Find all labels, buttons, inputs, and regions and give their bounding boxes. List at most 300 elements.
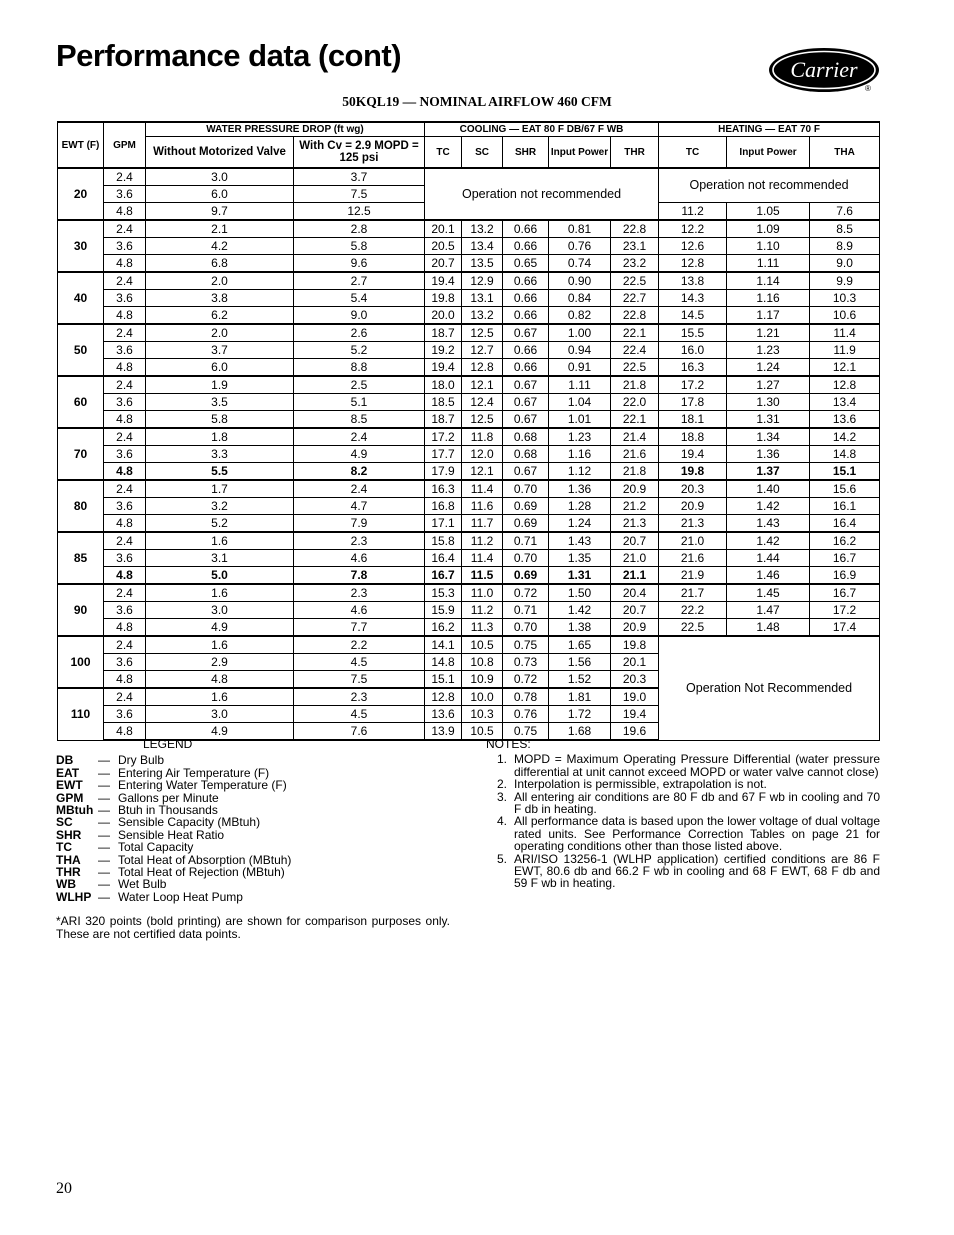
- note-item: [486, 778, 880, 790]
- cool-shr-cell: 0.66: [503, 359, 549, 377]
- footnote: *ARI 320 points (bold printing) are shown for comparison purposes only. These are not certified data points.: [56, 914, 450, 941]
- wpd-with-cv-cell: 2.8: [294, 220, 425, 238]
- legend-desc: Entering Water Temperature (F): [118, 778, 287, 793]
- cool-tc-cell: 20.0: [425, 307, 462, 325]
- cool-tc-cell: 19.4: [425, 359, 462, 377]
- heat-input-power-cell: 1.46: [727, 567, 810, 585]
- cool-thr-cell: 20.4: [611, 584, 659, 602]
- ewt-cell: 40: [58, 272, 104, 324]
- wpd-with-cv-cell: 4.6: [294, 602, 425, 619]
- table-row: [58, 619, 880, 637]
- wpd-without-valve-cell: 2.1: [146, 220, 294, 238]
- cool-sc-cell: 11.4: [462, 550, 503, 567]
- cool-tc-cell: 16.4: [425, 550, 462, 567]
- cool-sc-cell: 11.6: [462, 498, 503, 515]
- legend-dash: —: [98, 852, 110, 867]
- wpd-with-cv-cell: 4.7: [294, 498, 425, 515]
- gpm-cell: 2.4: [104, 584, 146, 602]
- legend-dash: —: [98, 865, 110, 880]
- legend-abbr: EWT: [56, 778, 83, 793]
- table-row: [58, 480, 880, 498]
- wpd-without-valve-cell: 6.2: [146, 307, 294, 325]
- cool-input-power-cell: 1.00: [549, 324, 611, 342]
- cool-sc-cell: 11.4: [462, 480, 503, 498]
- legend: [56, 738, 456, 903]
- cool-thr-cell: 19.0: [611, 688, 659, 706]
- note-text: Interpolation is permissible, extrapolation is not.: [514, 777, 767, 792]
- cool-input-power-cell: 0.94: [549, 342, 611, 359]
- cool-thr-cell: 21.1: [611, 567, 659, 585]
- cool-shr-cell: 0.67: [503, 376, 549, 394]
- cool-input-power-cell: 0.74: [549, 255, 611, 273]
- legend-abbr: TC: [56, 840, 72, 855]
- cool-shr-cell: 0.75: [503, 636, 549, 654]
- cool-shr-cell: 0.76: [503, 706, 549, 723]
- cool-shr-cell: 0.70: [503, 480, 549, 498]
- cool-thr-cell: 22.5: [611, 359, 659, 377]
- heat-tha-cell: 11.9: [810, 342, 880, 359]
- legend-desc: Gallons per Minute: [118, 790, 219, 805]
- table-row: [58, 498, 880, 515]
- table-row: [58, 342, 880, 359]
- cool-input-power-cell: 1.52: [549, 671, 611, 689]
- notes-title: NOTES:: [486, 737, 531, 751]
- legend-desc: Wet Bulb: [118, 877, 167, 892]
- heat-tha-cell: 14.8: [810, 446, 880, 463]
- heat-tc-cell: 22.5: [659, 619, 727, 637]
- heat-input-power-cell: 1.14: [727, 272, 810, 290]
- note-text: ARI/ISO 13256-1 (WLHP application) certified conditions are 86 F EWT, 80.6 db and 66.2 F wb in cooling and 68 F EWT, 68 F db and 59 F wb in heating.: [514, 851, 880, 891]
- legend-desc: Water Loop Heat Pump: [118, 889, 243, 904]
- legend-desc: Btuh in Thousands: [118, 803, 218, 818]
- table-row: [58, 636, 880, 654]
- legend-item: [56, 866, 456, 878]
- table-row: [58, 602, 880, 619]
- cool-input-power-cell: 1.11: [549, 376, 611, 394]
- gpm-cell: 4.8: [104, 463, 146, 481]
- wpd-without-valve-cell: 4.9: [146, 619, 294, 637]
- cool-shr-cell: 0.69: [503, 498, 549, 515]
- legend-abbr: THR: [56, 865, 81, 880]
- wpd-without-valve-cell: 6.0: [146, 359, 294, 377]
- wpd-without-valve-cell: 1.6: [146, 532, 294, 550]
- cool-tc-cell: 17.1: [425, 515, 462, 533]
- wpd-without-valve-cell: 6.0: [146, 186, 294, 203]
- gpm-cell: 3.6: [104, 394, 146, 411]
- heat-tha-cell: 16.7: [810, 584, 880, 602]
- wpd-with-cv-cell: 12.5: [294, 203, 425, 221]
- header-cool-sc: SC: [462, 137, 503, 169]
- cool-thr-cell: 21.0: [611, 550, 659, 567]
- wpd-with-cv-cell: 7.8: [294, 567, 425, 585]
- wpd-without-valve-cell: 1.6: [146, 688, 294, 706]
- header-heating: HEATING — EAT 70 F: [659, 122, 880, 137]
- carrier-logo-text: Carrier: [790, 57, 858, 82]
- cool-shr-cell: 0.66: [503, 238, 549, 255]
- gpm-cell: 2.4: [104, 324, 146, 342]
- cool-tc-cell: 17.2: [425, 428, 462, 446]
- legend-dash: —: [98, 877, 110, 892]
- ewt-cell: 80: [58, 480, 104, 532]
- ewt-cell: 20: [58, 168, 104, 220]
- cool-sc-cell: 10.5: [462, 723, 503, 741]
- table-row: [58, 168, 880, 186]
- cool-thr-cell: 22.8: [611, 220, 659, 238]
- cool-sc-cell: 10.8: [462, 654, 503, 671]
- header-heat-tc: TC: [659, 137, 727, 169]
- cool-tc-cell: 13.6: [425, 706, 462, 723]
- header-heat-input-power: Input Power: [727, 137, 810, 169]
- gpm-cell: 4.8: [104, 567, 146, 585]
- cool-input-power-cell: 0.84: [549, 290, 611, 307]
- header-cool-input-power: Input Power: [549, 137, 611, 169]
- cool-shr-cell: 0.68: [503, 428, 549, 446]
- heat-tha-cell: 12.1: [810, 359, 880, 377]
- notes: [486, 738, 880, 890]
- wpd-without-valve-cell: 9.7: [146, 203, 294, 221]
- legend-dash: —: [98, 778, 110, 793]
- heat-tha-cell: 10.6: [810, 307, 880, 325]
- cool-tc-cell: 18.7: [425, 411, 462, 429]
- cool-sc-cell: 13.2: [462, 307, 503, 325]
- cool-sc-cell: 13.4: [462, 238, 503, 255]
- cool-shr-cell: 0.70: [503, 550, 549, 567]
- header-water-pressure-drop: WATER PRESSURE DROP (ft wg): [146, 122, 425, 137]
- cool-tc-cell: 13.9: [425, 723, 462, 741]
- gpm-cell: 2.4: [104, 220, 146, 238]
- heating-not-recommended-high-ewt: Operation Not Recommended: [659, 636, 880, 740]
- cool-sc-cell: 10.9: [462, 671, 503, 689]
- wpd-without-valve-cell: 3.7: [146, 342, 294, 359]
- note-number: 4.: [496, 814, 507, 829]
- heat-input-power-cell: 1.30: [727, 394, 810, 411]
- gpm-cell: 2.4: [104, 532, 146, 550]
- cool-thr-cell: 21.6: [611, 446, 659, 463]
- cool-tc-cell: 15.3: [425, 584, 462, 602]
- cool-input-power-cell: 1.81: [549, 688, 611, 706]
- heat-tc-cell: 19.8: [659, 463, 727, 481]
- wpd-with-cv-cell: 2.7: [294, 272, 425, 290]
- heat-tc-cell: 19.4: [659, 446, 727, 463]
- heat-tha-cell: 17.2: [810, 602, 880, 619]
- legend-desc: Sensible Heat Ratio: [118, 827, 225, 842]
- ewt-cell: 70: [58, 428, 104, 480]
- cool-tc-cell: 14.8: [425, 654, 462, 671]
- cool-sc-cell: 11.7: [462, 515, 503, 533]
- gpm-cell: 3.6: [104, 238, 146, 255]
- table-row: [58, 394, 880, 411]
- cool-thr-cell: 20.1: [611, 654, 659, 671]
- cool-tc-cell: 17.7: [425, 446, 462, 463]
- ewt-cell: 85: [58, 532, 104, 584]
- heat-input-power-cell: 1.21: [727, 324, 810, 342]
- wpd-without-valve-cell: 2.9: [146, 654, 294, 671]
- cool-shr-cell: 0.67: [503, 324, 549, 342]
- ewt-cell: 110: [58, 688, 104, 740]
- cool-tc-cell: 19.8: [425, 290, 462, 307]
- cool-shr-cell: 0.72: [503, 671, 549, 689]
- table-row: [58, 463, 880, 481]
- wpd-without-valve-cell: 2.0: [146, 324, 294, 342]
- cool-shr-cell: 0.68: [503, 446, 549, 463]
- wpd-without-valve-cell: 1.8: [146, 428, 294, 446]
- cool-input-power-cell: 1.56: [549, 654, 611, 671]
- cool-shr-cell: 0.66: [503, 342, 549, 359]
- heat-input-power-cell: 1.42: [727, 498, 810, 515]
- cool-tc-cell: 20.1: [425, 220, 462, 238]
- wpd-without-valve-cell: 4.8: [146, 671, 294, 689]
- heat-tha-cell: 15.1: [810, 463, 880, 481]
- wpd-with-cv-cell: 8.2: [294, 463, 425, 481]
- wpd-with-cv-cell: 5.8: [294, 238, 425, 255]
- legend-abbr: WB: [56, 877, 76, 892]
- legend-dash: —: [98, 803, 110, 818]
- heat-tha-cell: 17.4: [810, 619, 880, 637]
- legend-abbr: THA: [56, 852, 81, 867]
- wpd-without-valve-cell: 5.8: [146, 411, 294, 429]
- legend-desc: Entering Air Temperature (F): [118, 765, 270, 780]
- heat-tha-cell: 11.4: [810, 324, 880, 342]
- legend-desc: Sensible Capacity (MBtuh): [118, 815, 261, 830]
- heat-input-power-cell: 1.16: [727, 290, 810, 307]
- cool-sc-cell: 11.0: [462, 584, 503, 602]
- legend-abbr: SC: [56, 815, 73, 830]
- gpm-cell: 2.4: [104, 688, 146, 706]
- cool-input-power-cell: 0.82: [549, 307, 611, 325]
- heat-tha-cell: 8.9: [810, 238, 880, 255]
- cool-input-power-cell: 1.72: [549, 706, 611, 723]
- ewt-cell: 50: [58, 324, 104, 376]
- notes-items: [486, 753, 880, 889]
- gpm-cell: 4.8: [104, 723, 146, 741]
- heat-tha-cell: 10.3: [810, 290, 880, 307]
- wpd-without-valve-cell: 2.0: [146, 272, 294, 290]
- heat-input-power-cell: 1.09: [727, 220, 810, 238]
- gpm-cell: 4.8: [104, 255, 146, 273]
- wpd-without-valve-cell: 6.8: [146, 255, 294, 273]
- wpd-without-valve-cell: 5.5: [146, 463, 294, 481]
- table-row: [58, 290, 880, 307]
- gpm-cell: 2.4: [104, 636, 146, 654]
- cool-thr-cell: 21.3: [611, 515, 659, 533]
- cool-sc-cell: 11.8: [462, 428, 503, 446]
- table-row: [58, 567, 880, 585]
- wpd-with-cv-cell: 2.3: [294, 584, 425, 602]
- cool-input-power-cell: 1.23: [549, 428, 611, 446]
- cool-shr-cell: 0.69: [503, 567, 549, 585]
- heat-tc-cell: 21.7: [659, 584, 727, 602]
- table-row: [58, 255, 880, 273]
- cool-sc-cell: 12.7: [462, 342, 503, 359]
- cool-input-power-cell: 1.24: [549, 515, 611, 533]
- heat-tc-cell: 22.2: [659, 602, 727, 619]
- cool-sc-cell: 13.1: [462, 290, 503, 307]
- cool-shr-cell: 0.67: [503, 411, 549, 429]
- cool-tc-cell: 15.8: [425, 532, 462, 550]
- heat-tha-cell: 9.0: [810, 255, 880, 273]
- heat-input-power-cell: 1.10: [727, 238, 810, 255]
- gpm-cell: 4.8: [104, 515, 146, 533]
- cool-tc-cell: 18.7: [425, 324, 462, 342]
- legend-item: [56, 779, 456, 791]
- cool-shr-cell: 0.66: [503, 290, 549, 307]
- wpd-with-cv-cell: 7.5: [294, 671, 425, 689]
- cool-input-power-cell: 1.43: [549, 532, 611, 550]
- heat-tha-cell: 16.2: [810, 532, 880, 550]
- wpd-without-valve-cell: 1.9: [146, 376, 294, 394]
- gpm-cell: 2.4: [104, 168, 146, 186]
- heat-input-power-cell: 1.34: [727, 428, 810, 446]
- wpd-without-valve-cell: 3.2: [146, 498, 294, 515]
- cool-input-power-cell: 1.01: [549, 411, 611, 429]
- wpd-with-cv-cell: 8.5: [294, 411, 425, 429]
- cool-shr-cell: 0.71: [503, 532, 549, 550]
- heat-tc-cell: 17.2: [659, 376, 727, 394]
- table-row: [58, 532, 880, 550]
- wpd-with-cv-cell: 4.9: [294, 446, 425, 463]
- table-row: [58, 550, 880, 567]
- legend-item: [56, 829, 456, 841]
- heat-tc-cell: 11.2: [659, 203, 727, 221]
- cool-input-power-cell: 1.42: [549, 602, 611, 619]
- cool-thr-cell: 22.1: [611, 324, 659, 342]
- legend-title: LEGEND: [143, 737, 193, 751]
- gpm-cell: 3.6: [104, 550, 146, 567]
- registered-mark: ®: [865, 84, 871, 93]
- heating-not-recommended: Operation not recommended: [659, 168, 880, 203]
- heat-tc-cell: 20.9: [659, 498, 727, 515]
- heat-tha-cell: 16.1: [810, 498, 880, 515]
- wpd-with-cv-cell: 2.6: [294, 324, 425, 342]
- cool-sc-cell: 12.5: [462, 411, 503, 429]
- cool-tc-cell: 20.5: [425, 238, 462, 255]
- page-number: 20: [56, 1180, 72, 1197]
- cool-shr-cell: 0.71: [503, 602, 549, 619]
- cool-shr-cell: 0.69: [503, 515, 549, 533]
- table-row: [58, 324, 880, 342]
- cool-thr-cell: 21.2: [611, 498, 659, 515]
- cool-thr-cell: 23.1: [611, 238, 659, 255]
- cool-sc-cell: 12.9: [462, 272, 503, 290]
- wpd-with-cv-cell: 5.4: [294, 290, 425, 307]
- header-cool-thr: THR: [611, 137, 659, 169]
- heat-tha-cell: 7.6: [810, 203, 880, 221]
- heat-tc-cell: 12.6: [659, 238, 727, 255]
- cool-tc-cell: 15.1: [425, 671, 462, 689]
- gpm-cell: 4.8: [104, 671, 146, 689]
- gpm-cell: 3.6: [104, 602, 146, 619]
- cool-thr-cell: 22.1: [611, 411, 659, 429]
- heat-tc-cell: 16.3: [659, 359, 727, 377]
- note-text: All performance data is based upon the lower voltage of dual voltage rated units. See Performance Correction Tables on page 21 for operating conditions other than those listed above.: [514, 814, 880, 854]
- cool-sc-cell: 12.1: [462, 376, 503, 394]
- gpm-cell: 3.6: [104, 342, 146, 359]
- cool-input-power-cell: 1.35: [549, 550, 611, 567]
- gpm-cell: 4.8: [104, 619, 146, 637]
- note-number: 3.: [496, 789, 507, 804]
- gpm-cell: 4.8: [104, 359, 146, 377]
- cool-tc-cell: 18.5: [425, 394, 462, 411]
- heat-tc-cell: 21.9: [659, 567, 727, 585]
- wpd-with-cv-cell: 3.7: [294, 168, 425, 186]
- gpm-cell: 3.6: [104, 706, 146, 723]
- note-item: [486, 815, 880, 852]
- wpd-with-cv-cell: 5.2: [294, 342, 425, 359]
- cool-input-power-cell: 0.76: [549, 238, 611, 255]
- cool-tc-cell: 16.2: [425, 619, 462, 637]
- table-row: [58, 428, 880, 446]
- cool-input-power-cell: 1.38: [549, 619, 611, 637]
- cool-thr-cell: 20.7: [611, 532, 659, 550]
- heat-tc-cell: 18.8: [659, 428, 727, 446]
- cool-thr-cell: 20.9: [611, 480, 659, 498]
- cool-thr-cell: 19.8: [611, 636, 659, 654]
- heat-input-power-cell: 1.44: [727, 550, 810, 567]
- heat-tha-cell: 12.8: [810, 376, 880, 394]
- wpd-with-cv-cell: 8.8: [294, 359, 425, 377]
- cool-thr-cell: 22.8: [611, 307, 659, 325]
- note-number: 1.: [496, 752, 507, 767]
- cool-sc-cell: 11.2: [462, 602, 503, 619]
- wpd-without-valve-cell: 1.6: [146, 584, 294, 602]
- table-row: [58, 359, 880, 377]
- cool-sc-cell: 11.5: [462, 567, 503, 585]
- cool-shr-cell: 0.70: [503, 619, 549, 637]
- cool-tc-cell: 12.8: [425, 688, 462, 706]
- note-number: 5.: [496, 851, 507, 866]
- note-number: 2.: [496, 777, 507, 792]
- wpd-without-valve-cell: 3.0: [146, 706, 294, 723]
- heat-input-power-cell: 1.24: [727, 359, 810, 377]
- header-cooling: COOLING — EAT 80 F DB/67 F WB: [425, 122, 659, 137]
- legend-abbr: SHR: [56, 827, 82, 842]
- table-row: [58, 584, 880, 602]
- cool-sc-cell: 12.4: [462, 394, 503, 411]
- table-subtitle: 50KQL19 — NOMINAL AIRFLOW 460 CFM: [342, 94, 612, 109]
- legend-abbr: DB: [56, 753, 74, 768]
- heat-tc-cell: 16.0: [659, 342, 727, 359]
- header-gpm: GPM: [104, 122, 146, 168]
- cool-sc-cell: 10.0: [462, 688, 503, 706]
- heat-input-power-cell: 1.45: [727, 584, 810, 602]
- cool-sc-cell: 13.5: [462, 255, 503, 273]
- gpm-cell: 3.6: [104, 498, 146, 515]
- wpd-with-cv-cell: 4.6: [294, 550, 425, 567]
- cool-sc-cell: 11.3: [462, 619, 503, 637]
- cool-tc-cell: 16.3: [425, 480, 462, 498]
- table-row: [58, 515, 880, 533]
- heat-tha-cell: 14.2: [810, 428, 880, 446]
- heat-tc-cell: 12.8: [659, 255, 727, 273]
- table-body: [58, 168, 880, 740]
- cool-sc-cell: 11.2: [462, 532, 503, 550]
- legend-item: [56, 816, 456, 828]
- cool-tc-cell: 14.1: [425, 636, 462, 654]
- cool-shr-cell: 0.65: [503, 255, 549, 273]
- heat-tc-cell: 21.0: [659, 532, 727, 550]
- gpm-cell: 4.8: [104, 411, 146, 429]
- cool-tc-cell: 18.0: [425, 376, 462, 394]
- cool-input-power-cell: 0.81: [549, 220, 611, 238]
- wpd-with-cv-cell: 2.3: [294, 688, 425, 706]
- cool-thr-cell: 22.7: [611, 290, 659, 307]
- performance-table: [57, 121, 880, 741]
- heat-tc-cell: 15.5: [659, 324, 727, 342]
- cool-shr-cell: 0.66: [503, 220, 549, 238]
- cool-shr-cell: 0.73: [503, 654, 549, 671]
- cool-sc-cell: 10.3: [462, 706, 503, 723]
- wpd-without-valve-cell: 3.3: [146, 446, 294, 463]
